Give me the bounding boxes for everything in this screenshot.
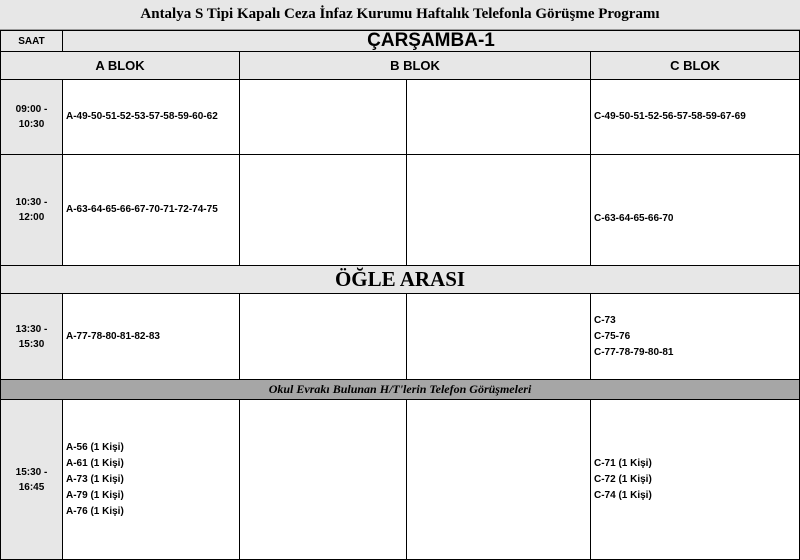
saat-header: SAAT <box>0 30 63 52</box>
entry-line: A-49-50-51-52-53-57-58-59-60-62 <box>66 111 218 122</box>
day-header: ÇARŞAMBA-1 <box>62 30 800 52</box>
entry-line: A-77-78-80-81-82-83 <box>66 330 160 342</box>
c-block-cell <box>590 154 800 266</box>
a-block-cell <box>62 399 240 560</box>
block-b-header: B BLOK <box>239 51 591 80</box>
entry-line: A-79 (1 Kişi) <box>66 489 124 501</box>
time-cell <box>0 399 63 560</box>
lunch-break-row: ÖĞLE ARASI <box>0 265 800 294</box>
b-block-cell-left <box>239 154 407 266</box>
b-block-cell-right <box>406 154 591 266</box>
section-note: Okul Evrakı Bulunan H/T'lerin Telefon Görüşmeleri <box>0 379 800 400</box>
entry-line: C-74 (1 Kişi) <box>594 489 652 501</box>
time-start: 09:00 - <box>15 104 48 115</box>
page-title: Antalya S Tipi Kapalı Ceza İnfaz Kurumu Haftalık Telefonla Görüşme Programı <box>0 0 800 30</box>
c-block-cell <box>590 79 800 155</box>
b-block-cell-left <box>239 79 407 155</box>
entry-line: C-77-78-79-80-81 <box>594 346 674 358</box>
entry-line: A-73 (1 Kişi) <box>66 473 124 485</box>
entry-line: C-49-50-51-52-56-57-58-59-67-69 <box>594 111 746 122</box>
time-start: 13:30 - <box>15 323 48 335</box>
time-end: 10:30 <box>18 119 45 130</box>
c-block-cell <box>590 399 800 560</box>
b-block-cell-right <box>406 293 591 380</box>
entry-line: A-56 (1 Kişi) <box>66 441 124 453</box>
entry-line: C-75-76 <box>594 330 631 342</box>
b-block-cell-right <box>406 399 591 560</box>
block-c-header: C BLOK <box>590 51 800 80</box>
entry-line: C-72 (1 Kişi) <box>594 473 652 485</box>
b-block-cell-left <box>239 399 407 560</box>
time-cell <box>0 154 63 266</box>
entry-line: C-63-64-65-66-70 <box>594 213 674 224</box>
b-block-cell-right <box>406 79 591 155</box>
b-block-cell-left <box>239 293 407 380</box>
time-end: 12:00 <box>18 212 45 223</box>
time-end: 16:45 <box>18 481 45 493</box>
time-cell <box>0 293 63 380</box>
block-a-header: A BLOK <box>0 51 240 80</box>
entry-line: A-63-64-65-66-67-70-71-72-74-75 <box>66 204 218 215</box>
time-cell <box>0 79 63 155</box>
time-end: 15:30 <box>18 338 45 350</box>
entry-line: C-73 <box>594 314 616 326</box>
c-block-cell <box>590 293 800 380</box>
a-block-cell <box>62 79 240 155</box>
time-start: 10:30 - <box>15 197 48 208</box>
entry-line: C-71 (1 Kişi) <box>594 457 652 469</box>
time-start: 15:30 - <box>15 466 48 478</box>
entry-line: A-76 (1 Kişi) <box>66 505 124 517</box>
a-block-cell <box>62 293 240 380</box>
entry-line: A-61 (1 Kişi) <box>66 457 124 469</box>
a-block-cell <box>62 154 240 266</box>
